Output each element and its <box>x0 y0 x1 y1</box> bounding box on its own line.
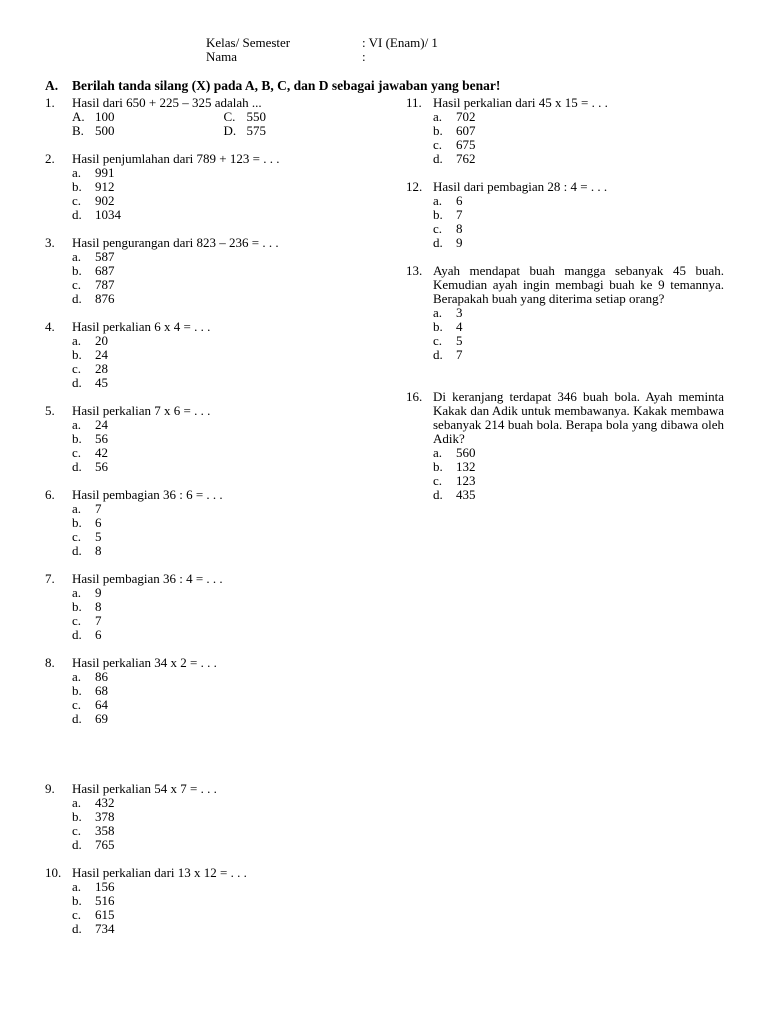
option-c[interactable]: c. 902 <box>72 193 115 208</box>
option-b[interactable]: b. 4 <box>433 319 463 334</box>
option-b[interactable]: b. 516 <box>72 893 115 908</box>
option-d[interactable]: d. 7 <box>433 347 463 362</box>
option-a[interactable]: a. 86 <box>72 669 108 684</box>
option-a[interactable]: a. 702 <box>433 109 476 124</box>
option-b[interactable]: b. 56 <box>72 431 108 446</box>
option-c[interactable]: c. 8 <box>433 221 463 236</box>
option-d[interactable]: d. 56 <box>72 459 108 474</box>
option-a[interactable]: a. 20 <box>72 333 108 348</box>
question-3 <box>45 236 375 306</box>
question-number: 10. <box>45 865 62 880</box>
question-text: Hasil pembagian 36 : 6 = . . . <box>72 487 223 502</box>
option-a[interactable]: a. 9 <box>72 585 102 600</box>
question-7 <box>45 572 375 642</box>
option-d[interactable]: d. 6 <box>72 627 102 642</box>
option-b[interactable]: b. 132 <box>433 459 476 474</box>
question-11 <box>406 96 724 166</box>
question-8 <box>45 656 375 726</box>
question-1 <box>45 96 375 138</box>
option-b[interactable]: b. 7 <box>433 207 463 222</box>
question-number: 3. <box>45 235 55 250</box>
question-10 <box>45 866 375 936</box>
question-text: Hasil perkalian 6 x 4 = . . . <box>72 319 211 334</box>
option-b[interactable]: b. 24 <box>72 347 108 362</box>
question-16 <box>406 390 724 502</box>
option-c[interactable]: c. 123 <box>433 473 476 488</box>
kelas-value: : VI (Enam)/ 1 <box>362 35 438 50</box>
question-number: 4. <box>45 319 55 334</box>
option-a[interactable]: a. 3 <box>433 305 463 320</box>
option-d[interactable]: d. 8 <box>72 543 102 558</box>
question-text: Ayah mendapat buah mangga sebanyak 45 buah. Kemudian ayah ingin membagi buah ke 9 temannya. Berapakah buah yang diterima setiap orang? <box>433 263 724 306</box>
option-c[interactable]: c. 5 <box>433 333 463 348</box>
question-number: 16. <box>406 389 423 404</box>
question-text: Hasil penjumlahan dari 789 + 123 = . . . <box>72 151 280 166</box>
option-a[interactable]: a. 24 <box>72 417 108 432</box>
nama-label: Nama <box>206 49 238 64</box>
question-text: Hasil perkalian 34 x 2 = . . . <box>72 655 217 670</box>
question-13 <box>406 264 724 362</box>
option-c[interactable]: c. 28 <box>72 361 108 376</box>
option-d[interactable]: D. 575 <box>223 123 266 138</box>
option-b[interactable]: b. 6 <box>72 515 102 530</box>
option-c[interactable]: c. 5 <box>72 529 102 544</box>
question-number: 6. <box>45 487 55 502</box>
option-c[interactable]: c. 7 <box>72 613 102 628</box>
question-number: 9. <box>45 781 55 796</box>
option-d[interactable]: d. 435 <box>433 487 476 502</box>
option-b[interactable]: b. 687 <box>72 263 115 278</box>
question-number: 1. <box>45 95 55 110</box>
question-number: 11. <box>406 95 422 110</box>
option-a[interactable]: a. 587 <box>72 249 115 264</box>
question-number: 5. <box>45 403 55 418</box>
question-number: 8. <box>45 655 55 670</box>
question-2 <box>45 152 375 222</box>
option-c[interactable]: c. 787 <box>72 277 115 292</box>
kelas-label: Kelas/ Semester <box>206 35 291 50</box>
option-a[interactable]: a. 7 <box>72 501 102 516</box>
option-c[interactable]: c. 615 <box>72 907 115 922</box>
question-12 <box>406 180 724 250</box>
question-text: Hasil pembagian 36 : 4 = . . . <box>72 571 223 586</box>
option-c[interactable]: c. 675 <box>433 137 476 152</box>
option-a[interactable]: a. 6 <box>433 193 463 208</box>
option-c[interactable]: C. 550 <box>223 109 266 124</box>
nama-value: : <box>362 49 366 64</box>
option-d[interactable]: d. 765 <box>72 837 115 852</box>
question-text: Hasil perkalian dari 45 x 15 = . . . <box>433 95 608 110</box>
option-d[interactable]: d. 69 <box>72 711 108 726</box>
section-instruction <box>45 78 500 94</box>
option-b[interactable]: b. 68 <box>72 683 108 698</box>
option-d[interactable]: d. 762 <box>433 151 476 166</box>
question-text: Hasil dari pembagian 28 : 4 = . . . <box>433 179 608 194</box>
option-a[interactable]: A. 100 <box>72 109 115 124</box>
option-a[interactable]: a. 991 <box>72 165 115 180</box>
question-number: 12. <box>406 179 423 194</box>
question-text: Hasil perkalian 7 x 6 = . . . <box>72 403 211 418</box>
question-number: 7. <box>45 571 55 586</box>
question-number: 13. <box>406 263 423 278</box>
option-a[interactable]: a. 432 <box>72 795 115 810</box>
question-9 <box>45 782 375 852</box>
option-c[interactable]: c. 64 <box>72 697 108 712</box>
question-text: Hasil pengurangan dari 823 – 236 = . . . <box>72 235 279 250</box>
section-letter: A. <box>45 78 59 93</box>
option-c[interactable]: c. 358 <box>72 823 115 838</box>
option-b[interactable]: b. 378 <box>72 809 115 824</box>
question-5 <box>45 404 375 474</box>
option-c[interactable]: c. 42 <box>72 445 108 460</box>
question-text: Hasil perkalian dari 13 x 12 = . . . <box>72 865 247 880</box>
option-d[interactable]: d. 9 <box>433 235 463 250</box>
option-b[interactable]: B. 500 <box>72 123 115 138</box>
option-b[interactable]: b. 912 <box>72 179 115 194</box>
instruction-text: Berilah tanda silang (X) pada A, B, C, dan D sebagai jawaban yang benar! <box>72 78 501 93</box>
option-a[interactable]: a. 560 <box>433 445 476 460</box>
question-6 <box>45 488 375 558</box>
option-a[interactable]: a. 156 <box>72 879 115 894</box>
question-text: Hasil dari 650 + 225 – 325 adalah ... <box>72 95 262 110</box>
question-number: 2. <box>45 151 55 166</box>
question-text: Hasil perkalian 54 x 7 = . . . <box>72 781 217 796</box>
option-d[interactable]: d. 1034 <box>72 207 121 222</box>
option-b[interactable]: b. 8 <box>72 599 102 614</box>
option-d[interactable]: d. 734 <box>72 921 115 936</box>
option-d[interactable]: d. 45 <box>72 375 108 390</box>
option-b[interactable]: b. 607 <box>433 123 476 138</box>
option-d[interactable]: d. 876 <box>72 291 115 306</box>
question-4 <box>45 320 375 390</box>
question-text: Di keranjang terdapat 346 buah bola. Ayah meminta Kakak dan Adik untuk membawanya. Kakak membawa sebanyak 214 buah bola. Berapa bola yang dibawa oleh Adik? <box>433 389 724 446</box>
